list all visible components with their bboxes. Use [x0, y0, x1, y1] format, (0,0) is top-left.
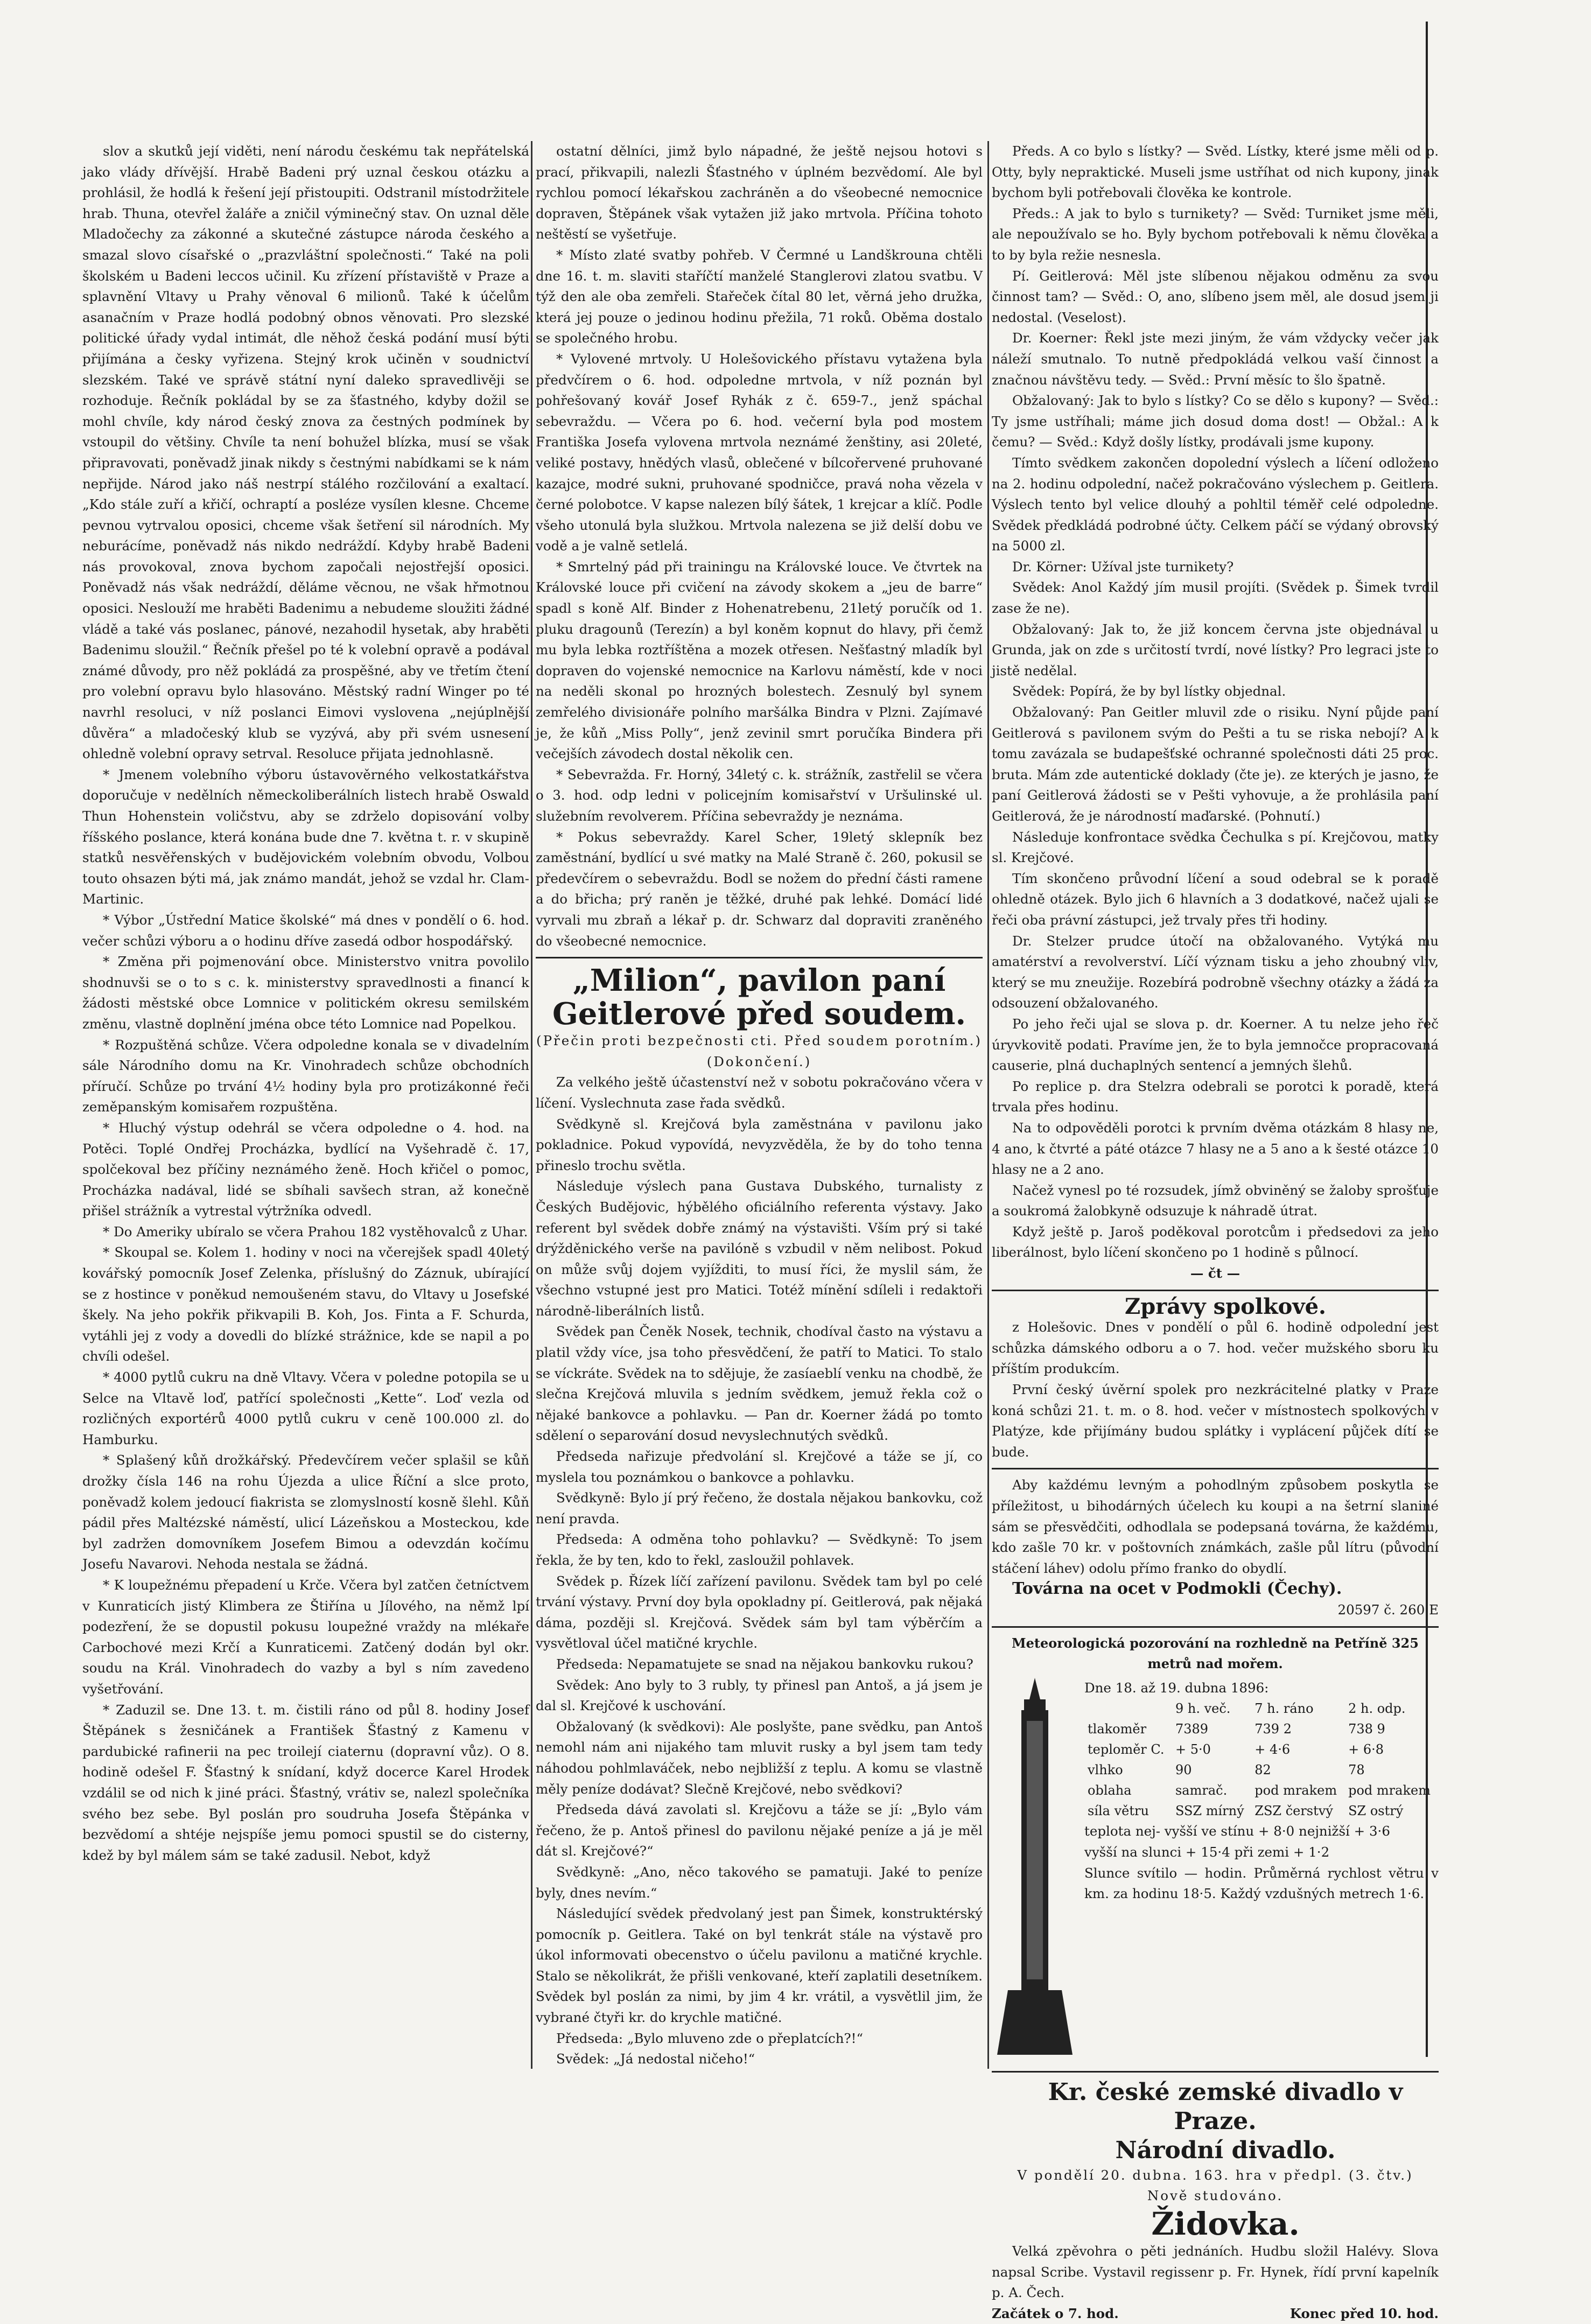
meteo-value: 82 — [1254, 1762, 1271, 1778]
play-description: Velká zpěvohra o pěti jednáních. Hudbu složil Halévy. Slova napsal Scribe. Vystavil regissenr p. Fr. Hynek, řídí první kapelník p. A. Čech. — [992, 2243, 1439, 2301]
paragraph: Předs.: A jak to bylo s turnikety? — Svěd: Turniket jsme měli, ale nepoužívalo se ho. Byly bychom potřebovali k němu člověka a to by byla režie nesnesla. — [992, 205, 1439, 263]
meteo-value: + 6·8 — [1348, 1742, 1384, 1758]
paragraph: Svědkyně: Bylo jí prý řečeno, že dostala nějakou bankovku, což není pravda. — [536, 1490, 983, 1527]
advertisement-code: 20597 č. 260 E — [1337, 1601, 1439, 1618]
society-notice: První český úvěrní spolek pro nezkrácitelné platky v Praze koná schůzi 21. t. m. o 8. hod. večer v místnostech spolkových v Platýze, kde přijímány budou splátky i vyplácení půjček dítí se bude. — [992, 1382, 1439, 1460]
meteo-value: + 4·6 — [1254, 1742, 1291, 1758]
advertisement-text: Aby každému levným a pohodlným způsobem poskytla se příležitost, u bihodárných účelech ku koupi a na šetrní slaniné sám se přesvědčiti, odhodlala se podepsaná továrna, že každému, kdo zašle 70 kr. v poštovních známkách, zašle půl lítru (původní stáčení láhev) odolu přímo franko do obydlí. — [992, 1477, 1439, 1576]
paragraph: Svědek p. Řízek líčí zařízení pavilonu. Svědek tam byl po celé trvání výstavy. První doy byla opokladny pí. Geitlerová, pak nějaká dáma, později sl. Krejčová. Svědek sám byl tam výběrčím a vysvětloval účel matičné krychle. — [536, 1573, 983, 1651]
paragraph: Předseda dává zavolati sl. Krejčovu a táže se jí: „Bylo vám řečeno, že p. Antoš přinesl do pavilonu nějaké peníze a já je měl dát sl. Krejčové?“ — [536, 1802, 983, 1859]
paragraph: Dr. Koerner: Řekl jste mezi jiným, že vám vždycky večer jak náleží smutnalo. To nutně předpokládá velkou vaší činnost a značnou návštěvu tedy. — Svěd.: První měsíc to šlo špatně. — [992, 330, 1439, 388]
news-item: * K loupežnému přepadení u Krče. Včera byl zatčen četníctvem v Kunraticích jistý Klimbera ze Štiřína u Jílového, na němž lpí podezření, že se dopustil pokusu loupežné vraždy na mlékaře Carbochové mezi Krčí a Kunraticemi. Zatčený dodán byl okr. soudu na Král. Vinohradech do vazby a byl s ním zavedeno vyšetřování. — [82, 1577, 529, 1697]
play-end: Konec před 10. hod. — [1289, 2305, 1439, 2321]
section-divider — [992, 1626, 1439, 1628]
meteo-table — [1084, 1698, 1439, 1821]
theatre-note: Nově studováno. — [1147, 2188, 1284, 2204]
news-item: * 4000 pytlů cukru na dně Vltavy. Včera v poledne potopila se u Selce na Vltavě loď, patřící společnosti „Kette“. Loď vezla od rozličných exportérů 4000 pytlů cukru v ceně 100.000 zl. do Hamburku. — [82, 1369, 529, 1447]
news-item: * Hluchý výstup odehrál se včera odpoledne o 4. hod. na Potěci. Toplé Ondřej Procházka, bydlící na Vyšehradě č. 17, spolčekoval bez příčiny neznámého ženě. Hoch křičel o pomoc, Procházka nadával, lidé se sbíhali savšech stran, až konečně přišel strážník a vytrestal výtržníka odvedl. — [82, 1119, 529, 1219]
meteo-value: 90 — [1175, 1762, 1192, 1778]
meteo-value: samrač. — [1175, 1783, 1228, 1798]
section-divider — [536, 957, 983, 958]
meteo-extra: vyšší na slunci + 15·4 při zemi + 1·2 — [1084, 1844, 1330, 1860]
section-divider — [992, 1290, 1439, 1291]
signature: — čt — — [1190, 1265, 1240, 1282]
paragraph: Následuje výslech pana Gustava Dubského, turnalisty z Českých Budějovic, hýbělého oficiálního referenta výstavy. Jako referent byl svědek dobře známý na výstavišti. Vším prý si také drýžděnického verše na pavilóně s vzbudil v něm nelibost. Pokud on může svůj dojem vyjížditi, to musí říci, že myslil sám, že všechno vstupné jest pro Matici. Totéž mínění sdíleli i redaktoři národně-liberálních listů. — [536, 1178, 983, 1319]
meteo-label: tlakoměr — [1088, 1721, 1147, 1737]
meteo-block — [992, 1678, 1439, 2066]
paragraph: Pí. Geitlerová: Měl jste slíbenou nějakou odměnu za svou činnost tam? — Svěd.: O, ano, slíbeno jsem měl, ale dosud jsem ji nedostal. (Veselost). — [992, 268, 1439, 325]
meteo-extra: teplota nej- vyšší ve stínu + 8·0 nejnižší + 3·6 — [1084, 1823, 1390, 1839]
meteo-label: oblaha — [1088, 1783, 1132, 1798]
paragraph: Tímto svědkem zakončen dopolední výslech a líčení odloženo na 2. hodinu odpolední, načež pokračováno výslechem p. Geitlera. Výslech tento byl velice dlouhý a pohltil téměř celé odpoledne. Svědek předkládá podrobné účty. Celkem páčí se výdaný obrovský na 5000 zl. — [992, 454, 1439, 554]
meteo-extra: Slunce svítilo — hodin. Průměrná rychlost větru v km. za hodinu 18·5. Každý vzdušných metrech 1·6. — [1084, 1865, 1439, 1902]
meteo-value: pod mrakem — [1348, 1783, 1431, 1798]
paragraph: Svědek pan Čeněk Nosek, technik, chodíval často na výstavu a platil vždy více, jsa toho přesvědčení, že patří to Matici. To stalo se víckráte. Svědek na to sdějuje, že zasíaeblí venku na chodbě, že slečna Krejčová mluvila s jedním svědkem, jemuž řekla což o nějaké bankovce a pohlavku. — Pan dr. Koerner žádá po tomto sdělení o separování dosud nevyslechnutých svědků. — [536, 1324, 983, 1444]
theatre-title: Kr. české zemské divadlo v Praze. — [1048, 2078, 1403, 2135]
column-rule — [987, 141, 989, 2069]
meteo-label: síla větru — [1088, 1803, 1149, 1819]
paragraph: Předseda: Nepamatujete se snad na nějakou bankovku rukou? — [556, 1656, 973, 1672]
meteo-label: teploměr C. — [1088, 1742, 1165, 1758]
paragraph: Po jeho řeči ujal se slova p. dr. Koerner. A tu nelze jeho řeč úryvkovitě podati. Pravíme jen, že to byla jemnočce propracovaná causerie, plná duchaplných sentencí a jemných šlehů. — [992, 1016, 1439, 1074]
section-divider — [992, 2071, 1439, 2073]
paragraph: Obžalovaný: Jak to bylo s lístky? Co se dělo s kupony? — Svěd.: Ty jsme ustříhali; máme jich dosud doma dost! — Obžal.: A k čemu? — Svěd.: Když došly lístky, prodávali jsme kupony. — [992, 393, 1439, 450]
meteo-title: Meteorologická pozorování na rozhledně na Petříně 325 metrů nad mořem. — [1012, 1635, 1419, 1672]
meteo-value: pod mrakem — [1254, 1783, 1337, 1798]
paragraph: Po replice p. dra Stelzra odebrali se porotci k poradě, která trvala přes hodinu. — [992, 1078, 1439, 1115]
news-item: * Rozpuštěná schůze. Včera odpoledne konala se v divadelním sále Národního domu na Kr. Vinohradech schůze obchodních příručí. Schůze po trvání 4½ hodiny byla pro protizákonné řeči zeměpanským komisařem rozpuštěna. — [82, 1037, 529, 1115]
paragraph: Svědek: „Já nedostal ničeho!“ — [556, 2051, 755, 2067]
paragraph: Dr. Stelzer prudce útočí na obžalovaného. Vytýká mu amatérství a revolverství. Líčí význam tisku a jeho zhoubný vliv, který se mu zneužije. Rozebírá podrobně všechny otázky a žádá za odsouzení obžalovaného. — [992, 933, 1439, 1011]
article-headline: „Milion“, pavilon paní Geitlerové před soudem. — [552, 963, 966, 1032]
paragraph: Když ještě p. Jaroš poděkoval porotcům i předsedovi za jeho liberálnost, bylo líčení skončeno po 1 hodině s půlnocí. — [992, 1223, 1439, 1261]
meteo-value: 7389 — [1175, 1721, 1209, 1737]
paragraph: Za velkého ještě účastenství než v sobotu pokračováno včera v líčení. Vyslechnuta zase řada svědků. — [536, 1074, 983, 1111]
news-item: * Skoupal se. Kolem 1. hodiny v noci na včerejšek spadl 40letý kovářský pomocník Josef Zelenka, příslušný do Záznuk, ubírající se z hostince v poněkud nemoušeném stavu, do Vltavy u Josefské škely. Na jeho pokřik přikvapili B. Koh, Jos. Finta a F. Schurda, vytáhli jej z vody a dovedli do blízké strážnice, kde se napil a po chvíli odešel. — [82, 1244, 529, 1364]
paragraph: Na to odpověděli porotci k prvním dvěma otázkám 8 hlasy ne, 4 ano, k čtvrté a páté otázce 7 hlasy ne a 5 ano a k šesté otázce 10 hlasy ne a 2 ano. — [992, 1119, 1439, 1178]
paragraph: Tím skončeno průvodní líčení a soud odebral se k poradě ohledně otázek. Bylo jich 6 hlavních a 3 dodatkové, načež ujali se řeči oba právní zástupci, jež trvaly přes tři hodiny. — [992, 870, 1439, 928]
meteo-dates: Dne 18. až 19. dubna 1896: — [1084, 1679, 1269, 1696]
news-item: * Vylovené mrtvoly. U Holešovického přístavu vytažena byla předvčírem o 6. hod. odpoledne mrtvola, v níž poznán byl pohřešovaný kovář Josef Ryhák z č. 659-7., jenž spáchal sebevraždu. — Včera po 6. hod. večerní byla pod mostem Františka Josefa vylovena mrtvola neznámé ženštiny, asi 20leté, veliké postavy, hnědých vlasů, oblečené v bílcořervené pruhované kazajce, modré sukni, pruhované spodničce, pravá noha vězela v černé polobotce. V kapse nalezen bílý šátek, 1 krejcar a klíč. Podle všeho utonulá byla služkou. Mrtvola nalezena se již delší dobu ve vodě a je valně setlelá. — [536, 351, 983, 554]
meteo-value: 739 2 — [1254, 1721, 1292, 1737]
paragraph: Svědek: Popírá, že by byl lístky objednal. — [1012, 683, 1286, 699]
news-item: * Pokus sebevraždy. Karel Scher, 19letý sklepník bez zaměstnání, bydlící u své matky na Malé Straně č. 260, pokusil se předevčírem o sebevraždu. Bodl se nožem do přední části ramene a do břicha; prý raněn je těžké, druhé pak lehké. Domácí lidé vyrvali mu zbraň a lékař p. dr. Schwarz dal dopraviti zraněného do všeobecné nemocnice. — [536, 829, 983, 949]
news-item: * Změna při pojmenování obce. Ministerstvo vnitra povolilo shodnuvši se o to s c. k. ministerstvy spravedlnosti a financí k žádosti městské obce Lomnice v politickém okresu semilském změnu, vlastně doplnění jména obce této Lomnice nad Popelkou. — [82, 954, 529, 1032]
paragraph: Svědkyně sl. Krejčová byla zaměstnána v pavilonu jako pokladnice. Pokud vypovídá, nevyzvěděla, že by do toho tenna přineslo trochu světla. — [536, 1116, 983, 1173]
paragraph: Načež vynesl po té rozsudek, jímž obviněný se žaloby sprošťuje a soukromá žalobkyně odsuzuje k náhradě útrat. — [992, 1182, 1439, 1219]
news-item: * Splašený kůň drožkářský. Předevčírem večer splašil se kůň drožky čísla 146 na rohu Újezda a ulice Říční a slce proto, poněvadž kolem jedoucí fiakrista se zlomyslností kosně šlehl. Kůň pádil přes Maltézské náměstí, ulicí Lázeňskou a Mosteckou, kde byl zadržen domovníkem Josefem Bimou a odevzdán kočímu Josefu Navarovi. Nehoda nestala se žádná. — [82, 1452, 529, 1572]
news-item: * Výbor „Ústřední Matice školské“ má dnes v pondělí o 6. hod. večer schůzi výboru a o hodinu dříve zasedá odbor hospodářský. — [82, 912, 529, 949]
meteo-value: ZSZ čerstvý — [1254, 1803, 1333, 1819]
theatre-subtitle: Národní divadlo. — [1115, 2136, 1336, 2164]
news-item: ostatní dělníci, jimž bylo nápadné, že ještě nejsou hotovi s prací, přikvapili, nalezli Šťastného v úplném bezvědomí. Ale byl rychlou pomocí lékařskou zachráněn a do všeobecné nemocnice dopraven, Štěpánek však vytažen již jako mrtvola. Příčina tohoto neštěstí se vyšetřuje. — [536, 143, 983, 242]
article-continued-note: (Dokončení.) — [706, 1053, 812, 1069]
paragraph: Obžalovaný: Pan Geitler mluvil zde o risiku. Nyní půjde paní Geitlerová s pavilonem svým do Pešti a tu se riska nebojí? A k tomu zavázala se budapešťské ochranné společnosti dáti 25 proc. bruta. Mám zde autentické doklady (čte je). ze kterých je jasno, že paní Geitlerová žádosti se v Pešti vyhovuje, a že prohlásila paní Geitlerová, že je národností maďarské. (Pohnutí.) — [992, 704, 1439, 824]
paragraph: Následuje konfrontace svědka Čechulka s pí. Krejčovou, matky sl. Krejčové. — [992, 829, 1439, 866]
news-item: * Do Ameriky ubíralo se včera Prahou 182 vystěhovalců z Uhar. — [103, 1223, 528, 1240]
meteorological-column-icon — [992, 1678, 1078, 2066]
theatre-date: V pondělí 20. dubna. 163. hra v předpl. (3. čtv.) — [1017, 2167, 1413, 2183]
column-3 — [992, 141, 1439, 2324]
paragraph: Svědkyně: „Ano, něco takového se pamatuji. Jaké to peníze byly, dnes nevím.“ — [536, 1864, 983, 1901]
news-item: * Smrtelný pád při trainingu na Královské louce. Ve čtvrtek na Královské louce při cvičení na závody skokem a „jeu de barre“ spadl s koně Alf. Binder z Hohenatrebenu, 21letý poručík od 1. pluku dragounů (Terezín) a byl koněm kopnut do hlavy, při čemž mu byla lebka roztříštěna a mozek otřesen. Nešťastný mladík byl dopraven do vojenské nemocnice na Karlovu náměstí, kde v noci na neděli skonal po hrozných bolestech. Zesnulý byl synem zemřelého divisionáře polního maršálka Bindra v Plzni. Zajímavé je, že kůň „Miss Polly“, jenž zevinil smrt poručíka Bindera při večejších závodech dostal několik cen. — [536, 558, 983, 762]
meteo-value: + 5·0 — [1175, 1742, 1211, 1758]
play-start: Začátek o 7. hod. — [992, 2305, 1119, 2321]
column-rule — [531, 141, 532, 2069]
meteo-value: 738 9 — [1348, 1721, 1385, 1737]
paragraph: Dr. Körner: Užíval jste turnikety? — [1012, 558, 1234, 575]
meteo-head: 2 h. odp. — [1348, 1701, 1406, 1717]
meteo-head: 7 h. ráno — [1254, 1701, 1314, 1717]
news-item: * Jmenem volebního výboru ústavověrného velkostatkářstva doporučuje v nedělních německoliberálních listech hrabě Oswald Thun Hohenstein voličstvu, aby se zdrželo dopisování volby říšského poslance, která konána bude dne 7. května t. r. v skupině statků nesvěřenských v budějovickém volebním obvodu, Volbou touto ohsazen býti má, jak známo mandát, jehož se vzdal hr. Clam-Martinic. — [82, 766, 529, 907]
news-item: * Místo zlaté svatby pohřeb. V Čermné u Landškrouna chtěli dne 16. t. m. slaviti staříčtí manželé Stanglerovi zlatou svatbu. V týž den ale oba zemřeli. Stařeček čítal 80 let, věrná jeho družka, která jej pouze o jedinou hodinu přežila, 71 roků. Oběma dostalo se společného hrobu. — [536, 247, 983, 346]
section-title: Zprávy spolkové. — [1125, 1293, 1326, 1319]
paragraph: Následující svědek předvolaný jest pan Šimek, konstruktérský pomocník p. Geitlera. Také on byl tenkrát stále na výstavě pro úkol informovati obecenstvo o účelu pavilonu a matičné krychle. Stalo se několikrát, že přišli venkované, kteří zaplatili desetníkem. Svědek byl poslán za nimi, by jim 4 kr. vrátil, a vysvětlil jim, že vybrané čtyři kr. do krychle matičné. — [536, 1906, 983, 2026]
paragraph: Předseda: A odměna toho pohlavku? — Svědkyně: To jsem řekla, že by ten, kdo to řekl, zasloužil pohlavek. — [536, 1531, 983, 1568]
society-notice: z Holešovic. Dnes v pondělí o půl 6. hodině odpolední jest schůzka dámského odboru a o 7. hod. večer mužského sboru ku příštím produkcím. — [992, 1319, 1439, 1377]
paragraph: slov a skutků její viděti, není národu českému tak nepřátelská jako vlády dřívější. Hrabě Badeni prý uznal českou otázku a prohlásil, že hodlá k řešení její přistoupiti. Odstranil místodržitele hrab. Thuna, otevřel žaláře a zničil výminečný stav. On uznal děle Mladočechy za zákonné a skutečné zástupce národa českého a smazal slovo císařské o „prazvláštní společnosti.“ Také na poli školském u Badeni leccos učinil. Ku zřízení přístaviště v Praze a splavnění Vltavy u Prahy věnoval 6 milionů. Také k účelům asanačním v Praze hodlá podobný obnos věnovati. Pro slezské politické úřady vydal intimát, dle něhož česká podání musí býti přijímána a česky vyřizena. Stejný krok učiněn v soudnictví slezském. Také ve správě státní nyní daleko spravedlivěji se rozhoduje. Řečník pokládal by se za šťastného, kdyby dožil se mohl chvíle, kdy národ český znova za čestných podmínek by vstoupil do většiny. Chvíle ta není bohužel blízka, musí se však připravovati, poněvadž jinak nikdy s čestnými nabídkami se k nám nepřijde. Národ jako náš nestrpí stálého rozčilování a exaltací. „Kdo stále zuří a křičí, ochraptí a posléze vysílen klesne. Chceme pevnou vytrvalou oposici, chceme však šetření sil národních. My neburácíme, poněvadž nás nikdo nedráždí. Kdyby hrabě Badeni nás provokoval, znova bychom započali nejostřejší oposici. Poněvadž nás však nedráždí, děláme věcnou, ne však hřmotnou oposici. Neslouží me hraběti Badenimu a nebudeme sloužiti žádné vládě a také vás poslanec, pánové, nezahodil hysetak, aby hraběti Badenimu sloužil.“ Řečník přešel po té k volební opravě a podával známé důvody, pro něž pokládá za prospěšné, aby ve třetím čtení pro volební opravu bylo hlasováno. Městský radní Winger po té navrhl resoluci, v níž poslanci Eimovi vyslovena „nejúplnější důvěra“ a mladočeský klub se vyzývá, aby při svém usnesení ohledně volební opravy setrval. Resoluce přijata jednohlasně. — [82, 143, 529, 762]
paragraph: Předseda: „Bylo mluveno zde o přeplatcích?!“ — [556, 2030, 864, 2046]
section-divider — [992, 1468, 1439, 1469]
paragraph: Svědek: Ano byly to 3 rubly, ty přinesl pan Antoš, a já jsem je dal sl. Krejčové k uschování. — [536, 1677, 983, 1714]
advertisement-title: Továrna na ocet v Podmokli (Čechy). — [1012, 1579, 1342, 1599]
meteo-head: 9 h. več. — [1175, 1701, 1231, 1717]
paragraph: Obžalovaný: Jak to, že již koncem června jste objednával u Grunda, jak on zde s určitostí tvrdí, nové lístky? Pro legraci jste to jistě nedělal. — [992, 621, 1439, 678]
column-2 — [536, 141, 983, 2070]
news-item: * Sebevražda. Fr. Horný, 34letý c. k. strážník, zastřelil se včera o 3. hod. odp ledni v policejním komisařství v Uršulinské ul. služebním revolverem. Příčina sebevraždy je neznáma. — [536, 766, 983, 824]
column-1 — [82, 141, 529, 1866]
paragraph: Předseda nařizuje předvolání sl. Krejčové a táže se jí, co myslela tou poznámkou o bankovce a pohlavku. — [536, 1448, 983, 1485]
meteo-value: SZ ostrý — [1348, 1803, 1404, 1819]
meteo-value: SSZ mírný — [1175, 1803, 1244, 1819]
meteo-label: vlhko — [1088, 1762, 1123, 1778]
article-subtitle: (Přečin proti bezpečnosti cti. Před soudem porotním.) — [536, 1033, 982, 1049]
meteo-value: 78 — [1348, 1762, 1365, 1778]
paragraph: Svědek: Anol Každý jím musil projíti. (Svědek p. Šimek tvrdil zase že ne). — [992, 579, 1439, 617]
paragraph: Obžalovaný (k svědkovi): Ale poslyšte, pane svědku, pan Antoš nemohl nám ani nijakého tam mluvit rusky a byl jsem tam tedy náhodou pohlmlaváček, nebo nejbližší z teplu. A komu se vlastně měly peníze dodávat? Slečně Krejčové, nebo svědkovi? — [536, 1718, 983, 1797]
play-times — [992, 2304, 1439, 2324]
paragraph: Předs. A co bylo s lístky? — Svěd. Lístky, které jsme měli od p. Otty, byly nepraktické. Museli jsme ustříhat od nich kupony, jinak bychom byli potřebovali člověka ke kontrole. — [992, 143, 1439, 201]
play-title: Židovka. — [1151, 2205, 1300, 2242]
news-item: * Zaduzil se. Dne 13. t. m. čistili ráno od půl 8. hodiny Josef Štěpánek s žesničánek a František Šťastný z Kamenu v pardubické rafinerii na pec troilejí ciaternu (dopravní vůz). O 8. hodině odešel F. Šťastný k snídaní, když docerce Karel Hrodek vzdálil se od nich k jiné práci. Šťastný, vrátiv se, nalezl společníka svého bez sebe. Byl poslán pro soudruha Josefa Štěpánka v bezvědomí a shtéje nejspíše jemu pomoci spustil se do cisterny, kdež by byl málem sám se také zadusil. Nebot, když — [82, 1702, 529, 1863]
